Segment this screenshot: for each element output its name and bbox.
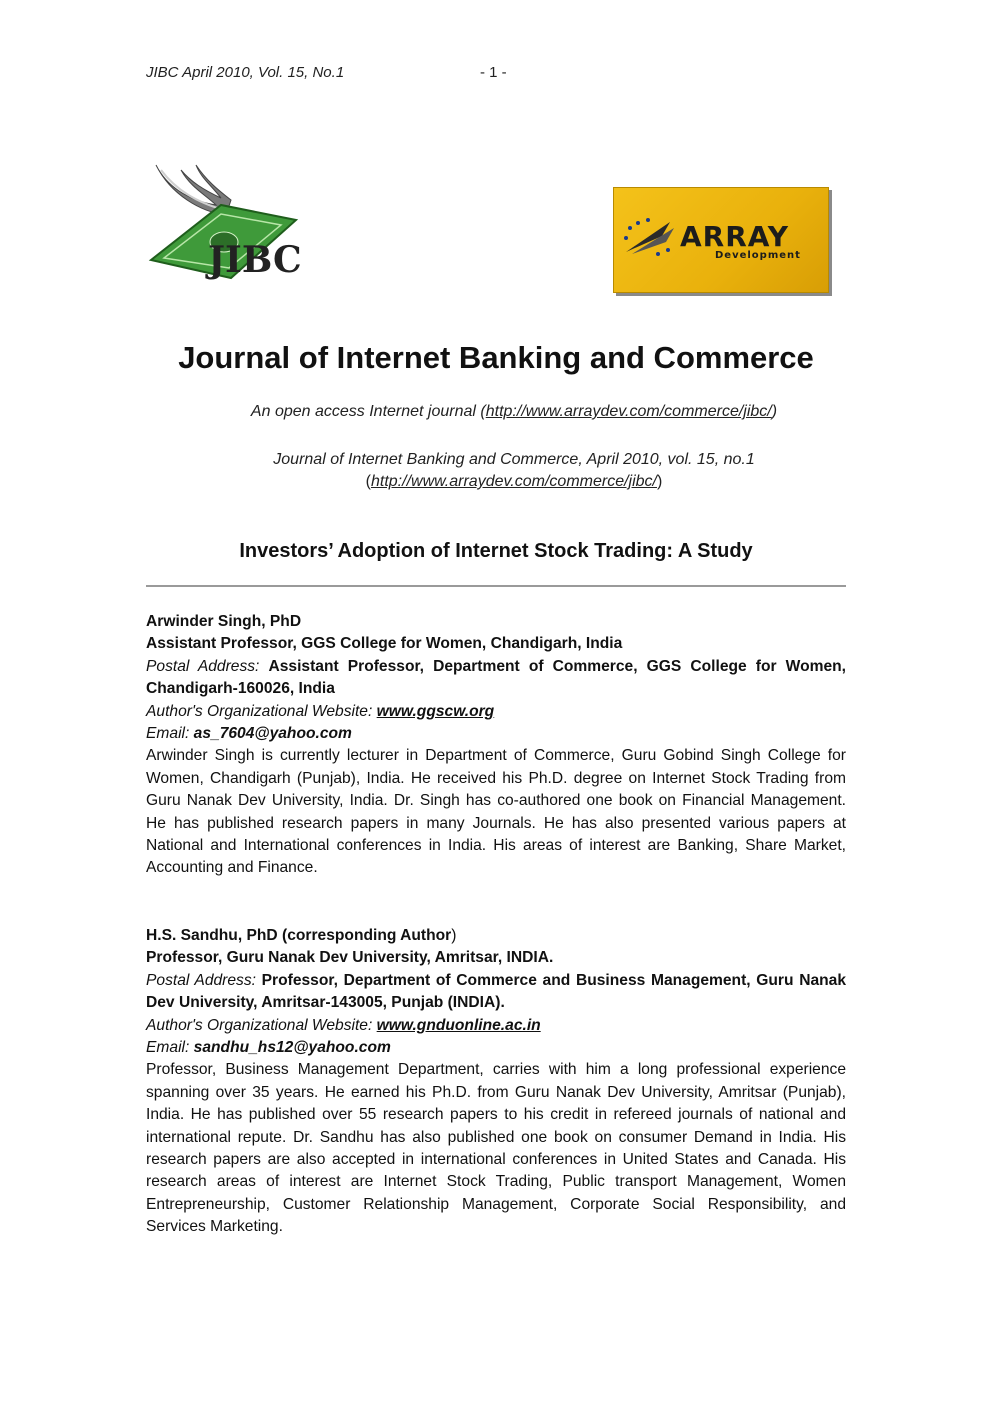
open-access-line (0, 403, 992, 421)
page-number: - 1 - (480, 64, 507, 81)
author-email (146, 1037, 846, 1059)
author-position: Professor, Guru Nanak Dev University, Amritsar, INDIA. (146, 949, 554, 967)
running-header-citation: JIBC April 2010, Vol. 15, No.1 (146, 64, 345, 81)
jibc-logo (146, 160, 326, 295)
postal-label: Postal Address: (146, 657, 269, 675)
email-value: as_7604@yahoo.com (193, 725, 352, 743)
jibc-logo-text: JIBC (208, 239, 302, 281)
website-link[interactable]: www.ggscw.org (376, 702, 495, 720)
array-swoosh-icon (622, 214, 682, 259)
author-block-1 (146, 611, 846, 880)
email-value: sandhu_hs12@yahoo.com (193, 1039, 391, 1057)
citation-url-close: ) (657, 473, 663, 490)
author-name-text: H.S. Sandhu, PhD (corresponding Author (146, 927, 452, 944)
website-label: Author's Organizational Website: (146, 702, 377, 720)
citation-url-open: ( (365, 473, 371, 490)
author-postal-address (146, 656, 846, 701)
author-name-text: Arwinder Singh, PhD (146, 613, 302, 630)
citation-block (0, 449, 992, 493)
author-position: Assistant Professor, GGS College for Women, Chandigarh, India (146, 635, 623, 653)
array-logo-subtext: Development (715, 250, 801, 261)
citation-text: Journal of Internet Banking and Commerce, April 2010, vol. 15, no.1 (273, 451, 755, 468)
website-label: Author's Organizational Website: (146, 1016, 377, 1034)
author-bio: Arwinder Singh is currently lecturer in Department of Commerce, Guru Gobind Singh College for Women, Chandigarh (Punjab), India. He received his Ph.D. degree on Internet Stock Trading from Guru Nanak Dev University, India. Dr. Singh has co-authored one book on Financial Management. He has published research papers in many Journals. He has also presented various papers at National and International conferences in India. His areas of interest are Banking, Share Market, Accounting and Finance. (146, 747, 846, 877)
open-access-suffix: ) (771, 403, 778, 420)
open-access-prefix: An open access Internet journal ( (250, 403, 486, 420)
citation-url-line (0, 471, 992, 493)
paper-title: Investors’ Adoption of Internet Stock Trading: A Study (239, 540, 753, 562)
postal-value: Assistant Professor, Department of Commerce, GGS College for Women, Chandigarh-160026, India (146, 657, 846, 698)
website-link[interactable]: www.gnduonline.ac.in (376, 1016, 541, 1034)
open-access-url-link[interactable]: http://www.arraydev.com/commerce/jibc/ (485, 403, 772, 420)
journal-title: Journal of Internet Banking and Commerce (178, 340, 814, 375)
author-name (146, 611, 846, 633)
array-logo-text: ARRAY (680, 220, 790, 253)
postal-label: Postal Address: (146, 971, 262, 989)
author-bio: Professor, Business Management Department, carries with him a long professional experience spanning over 35 years. He earned his Ph.D. from Guru Nanak Dev University, Amritsar (Punjab), India. He has published over 55 research papers to his credit in refereed journals of national and international repute. Dr. Sandhu has also published one book on consumer Demand in India. His research papers are also accepted in international conferences in United States and Canada. His research areas of interest are Internet Stock Trading, Public transport Management, Women Entrepreneurship, Customer Relationship Management, Corporate Social Responsibility, and Services Marketing. (146, 1061, 846, 1236)
citation-url-link[interactable]: http://www.arraydev.com/commerce/jibc/ (370, 473, 657, 490)
author-block-2 (146, 925, 846, 1239)
running-header (146, 64, 507, 81)
author-email (146, 723, 846, 745)
author-name-suffix: ) (451, 927, 457, 944)
email-label: Email: (146, 725, 194, 743)
author-postal-address (146, 970, 846, 1015)
title-divider (146, 585, 846, 587)
postal-value: Professor, Department of Commerce and Business Management, Guru Nanak Dev University, Amritsar-143005, Punjab (INDIA). (146, 971, 846, 1012)
author-website (146, 701, 846, 723)
email-label: Email: (146, 1039, 194, 1057)
author-website (146, 1015, 846, 1037)
author-name (146, 925, 846, 947)
array-development-logo (613, 187, 829, 293)
